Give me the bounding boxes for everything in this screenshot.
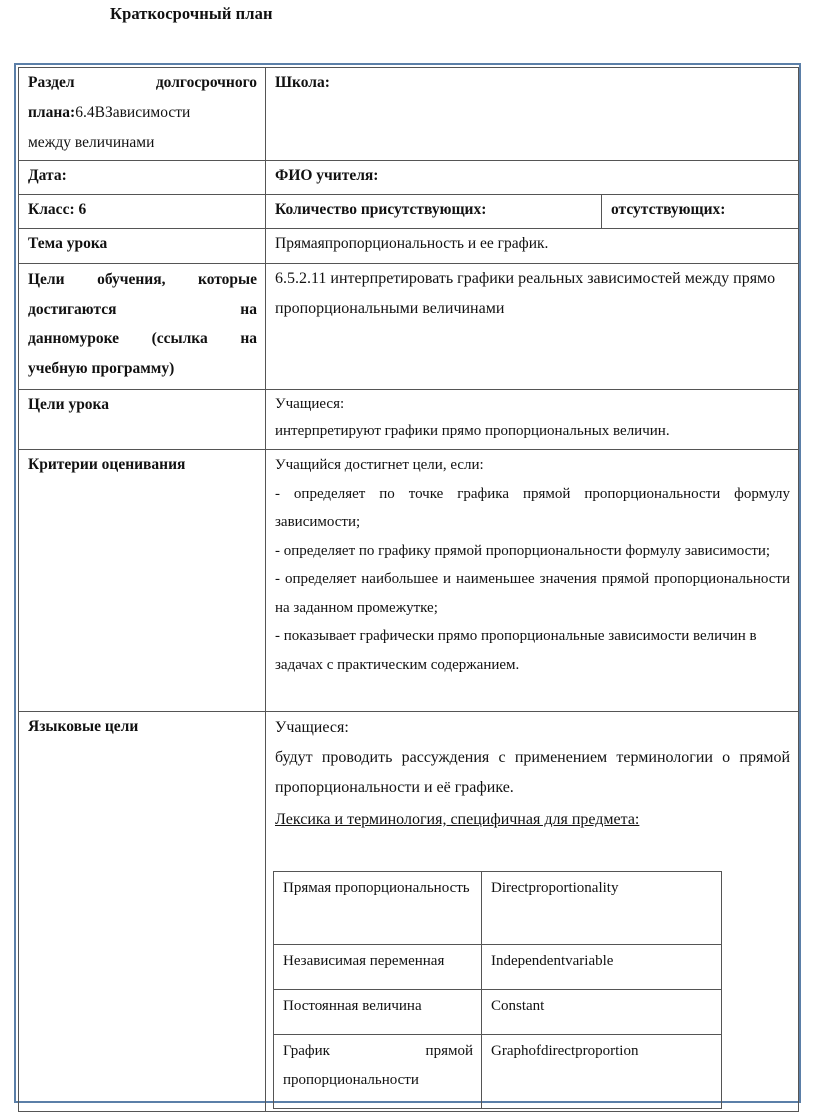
term-en: Constant xyxy=(482,990,722,1035)
row-date xyxy=(19,161,799,195)
topic-label: Тема урока xyxy=(19,229,266,264)
section-label-word: плана: xyxy=(28,104,76,121)
term-ru: График прямой пропорциональности xyxy=(274,1035,482,1109)
term-en: Graphofdirectproportion xyxy=(482,1035,722,1109)
row-learning-goals xyxy=(19,264,799,390)
table-row xyxy=(274,872,722,945)
row-section xyxy=(19,68,799,161)
row-lesson-goals xyxy=(19,390,799,450)
row-topic xyxy=(19,229,799,264)
vocab-heading: Лексика и терминология, специфичная для предмета: xyxy=(275,811,640,828)
present-label: Количество присутствующих: xyxy=(266,195,602,229)
learning-goals-label xyxy=(19,264,266,390)
section-value-line xyxy=(28,98,257,128)
terms-table xyxy=(273,871,722,1109)
section-value: 6.4ВЗависимости xyxy=(75,104,191,121)
label-line: достигаются на xyxy=(28,300,257,318)
term-en: Independentvariable xyxy=(482,945,722,990)
language-goals-line: будут проводить рассуждения с применением терминологии о прямой пропорциональности и её графике. xyxy=(275,749,790,796)
label-line: Цели обучения, которые xyxy=(28,271,257,288)
label-line: учебную программу) xyxy=(28,359,175,377)
document-title: Краткосрочный план xyxy=(110,4,273,23)
school-cell: Школа: xyxy=(266,68,799,161)
table-row xyxy=(274,945,722,990)
language-goals-label: Языковые цели xyxy=(19,712,266,1112)
row-criteria xyxy=(19,450,799,712)
absent-label: отсутствующих: xyxy=(602,195,799,229)
language-goals-cell xyxy=(266,712,799,1112)
lesson-goals-line: интерпретируют графики прямо пропорциональных величин. xyxy=(275,423,670,439)
criteria-item: - определяет по точке графика прямой пропорциональности формулу зависимости; xyxy=(275,485,790,530)
criteria-intro: Учащийся достигнет цели, если: xyxy=(275,457,484,473)
label-line: данномуроке (ссылка на xyxy=(28,330,257,347)
language-goals-line: Учащиеся: xyxy=(275,719,349,736)
term-en: Directproportionality xyxy=(482,872,722,945)
topic-value: Прямаяпропорциональность и ее график. xyxy=(266,229,799,264)
criteria-item: - показывает графически прямо пропорциональные зависимости величин в задачах с практическим содержанием. xyxy=(275,628,757,673)
term-ru: Прямая пропорциональность xyxy=(274,872,482,945)
criteria-cell xyxy=(266,450,799,712)
teacher-label: ФИО учителя: xyxy=(266,161,799,195)
lesson-goals-cell xyxy=(266,390,799,450)
criteria-label: Критерии оценивания xyxy=(19,450,266,712)
table-row xyxy=(274,990,722,1035)
learning-goals-value: 6.5.2.11 интерпретировать графики реальных зависимостей между прямо пропорциональными величинами xyxy=(266,264,799,390)
lesson-goals-label: Цели урока xyxy=(19,390,266,450)
criteria-item: - определяет наибольшее и наименьшее значения прямой пропорциональности на заданном промежутке; xyxy=(275,571,790,616)
section-value: между величинами xyxy=(28,134,155,151)
lesson-goals-line: Учащиеся: xyxy=(275,396,345,412)
term-ru: Постоянная величина xyxy=(274,990,482,1035)
class-label: Класс: 6 xyxy=(19,195,266,229)
section-label-word: долгосрочного xyxy=(155,74,257,91)
lesson-plan-table xyxy=(18,67,799,1112)
table-row xyxy=(274,1035,722,1109)
row-class xyxy=(19,195,799,229)
row-language-goals xyxy=(19,712,799,1112)
section-label-cell xyxy=(19,68,266,161)
date-label: Дата: xyxy=(19,161,266,195)
section-label-line xyxy=(28,68,257,98)
criteria-item: - определяет по графику прямой пропорциональности формулу зависимости; xyxy=(275,542,771,559)
term-ru: Независимая переменная xyxy=(274,945,482,990)
section-label-word: Раздел xyxy=(28,74,75,91)
